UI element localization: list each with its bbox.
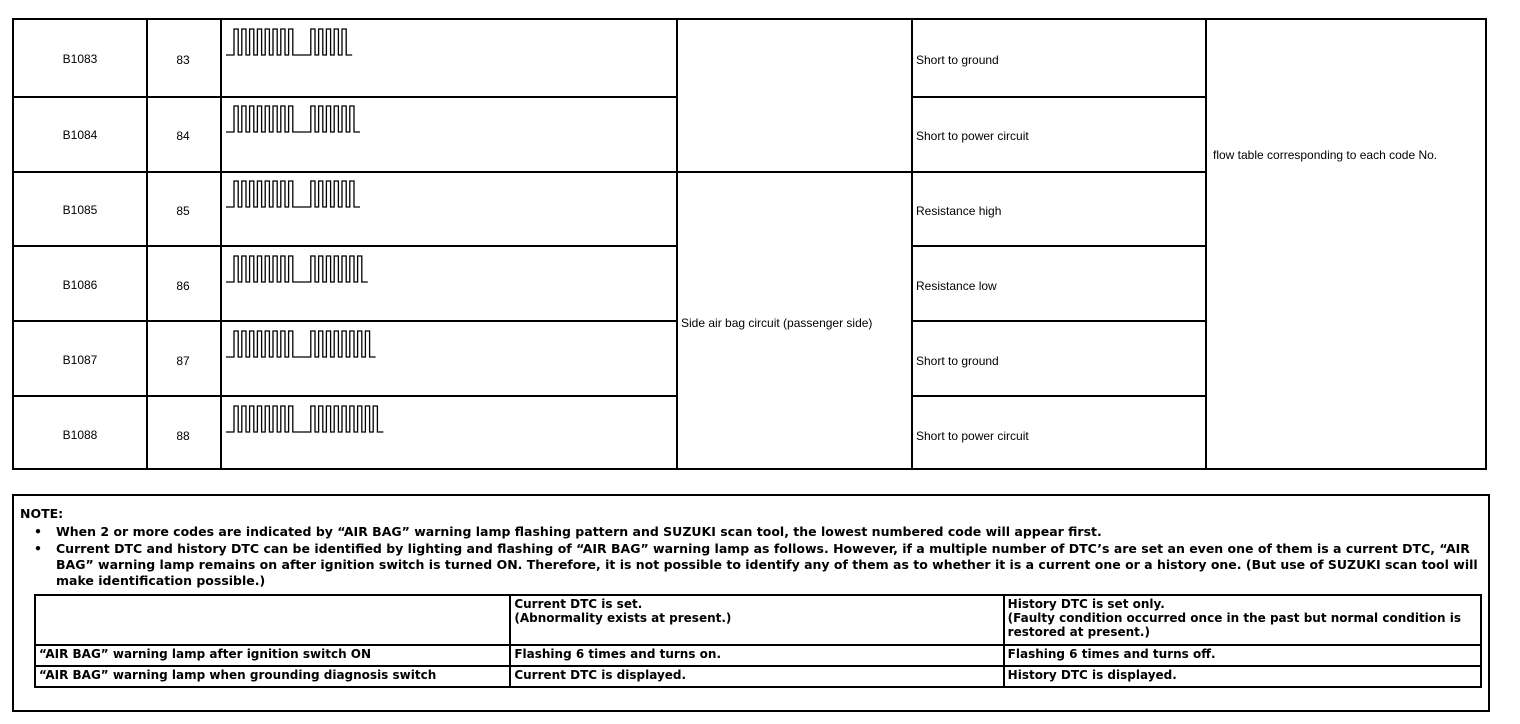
waveform-path bbox=[226, 106, 360, 132]
col-divider bbox=[220, 20, 222, 468]
table-header-row bbox=[35, 595, 1481, 645]
col-divider bbox=[146, 20, 148, 468]
fault-condition: Short to ground bbox=[916, 354, 999, 368]
note-title: NOTE: bbox=[20, 506, 64, 521]
col-divider bbox=[676, 20, 678, 468]
note-box bbox=[12, 494, 1490, 712]
dtc-code: B1084 bbox=[62, 128, 98, 142]
row-divider bbox=[911, 395, 1207, 397]
fault-condition: Short to ground bbox=[916, 53, 999, 67]
flash-pattern-waveform bbox=[226, 26, 426, 62]
row-label: “AIR BAG” warning lamp after ignition switch ON bbox=[35, 645, 510, 666]
row-divider bbox=[14, 245, 678, 247]
action-label: flow table corresponding to each code No. bbox=[1213, 148, 1438, 162]
col-divider bbox=[1205, 20, 1207, 468]
row-divider bbox=[911, 245, 1207, 247]
empty-header-cell bbox=[35, 595, 510, 645]
row-divider bbox=[14, 96, 678, 98]
dtc-status-table bbox=[34, 594, 1482, 688]
flash-pattern-waveform bbox=[226, 403, 426, 439]
current-dtc-title: Current DTC is set. bbox=[514, 597, 643, 611]
flash-number: 88 bbox=[176, 429, 190, 443]
row-divider bbox=[911, 96, 1207, 98]
waveform-path bbox=[226, 181, 360, 207]
waveform-path bbox=[226, 29, 352, 55]
dtc-code: B1083 bbox=[62, 52, 98, 66]
history-dtc-header bbox=[1004, 595, 1481, 645]
flash-number: 86 bbox=[176, 279, 190, 293]
history-value: History DTC is displayed. bbox=[1004, 666, 1481, 687]
row-label: “AIR BAG” warning lamp when grounding diagnosis switch bbox=[35, 666, 510, 687]
current-value: Flashing 6 times and turns on. bbox=[510, 645, 1003, 666]
fault-condition: Short to power circuit bbox=[916, 129, 1029, 143]
current-value: Current DTC is displayed. bbox=[510, 666, 1003, 687]
bullet-marker: • bbox=[34, 541, 42, 556]
table-row bbox=[35, 666, 1481, 687]
flash-pattern-waveform bbox=[226, 103, 426, 139]
history-dtc-title: History DTC is set only. bbox=[1007, 597, 1165, 611]
table-row bbox=[35, 645, 1481, 666]
dtc-code: B1088 bbox=[62, 428, 98, 442]
flash-pattern-waveform bbox=[226, 253, 426, 289]
flash-pattern-waveform bbox=[226, 328, 426, 364]
flash-number: 85 bbox=[176, 204, 190, 218]
waveform-path bbox=[226, 331, 376, 357]
flash-number: 87 bbox=[176, 354, 190, 368]
current-dtc-subtitle: (Abnormality exists at present.) bbox=[514, 611, 732, 625]
note-bullet-1: When 2 or more codes are indicated by “AIR BAG” warning lamp flashing pattern and SUZUKI scan tool, the lowest numbered code will appear first. bbox=[56, 524, 1102, 539]
flash-number: 84 bbox=[176, 129, 190, 143]
flash-number: 83 bbox=[176, 53, 190, 67]
circuit-label: Side air bag circuit (passenger side) bbox=[681, 316, 873, 330]
current-dtc-header bbox=[510, 595, 1003, 645]
dtc-code: B1085 bbox=[62, 203, 98, 217]
history-value: Flashing 6 times and turns off. bbox=[1004, 645, 1481, 666]
row-divider bbox=[14, 395, 678, 397]
dtc-code: B1087 bbox=[62, 353, 98, 367]
dtc-table bbox=[12, 18, 1487, 470]
waveform-path bbox=[226, 256, 368, 282]
row-divider bbox=[14, 320, 678, 322]
col-divider bbox=[911, 20, 913, 468]
fault-condition: Short to power circuit bbox=[916, 429, 1029, 443]
fault-condition: Resistance high bbox=[916, 204, 1002, 218]
fault-condition: Resistance low bbox=[916, 279, 997, 293]
row-divider bbox=[911, 320, 1207, 322]
dtc-code: B1086 bbox=[62, 278, 98, 292]
history-dtc-subtitle: (Faulty condition occurred once in the past but normal condition is restored at present.) bbox=[1007, 611, 1462, 639]
waveform-path bbox=[226, 406, 383, 432]
bullet-marker: • bbox=[34, 524, 42, 539]
flash-pattern-waveform bbox=[226, 178, 426, 214]
note-bullet-2: Current DTC and history DTC can be identified by lighting and flashing of “AIR BAG” warning lamp as follows. However, if a multiple number of DTC’s are set an even one of them is a current DTC, “AIR BAG” warning lamp remains on after ignition switch is turned ON. Therefore, it is not possible to identify any of them as to whether it is a current one or a history one. (But use of SUZUKI scan tool will make identification possible.) bbox=[56, 541, 1478, 588]
row-divider bbox=[14, 171, 1207, 173]
